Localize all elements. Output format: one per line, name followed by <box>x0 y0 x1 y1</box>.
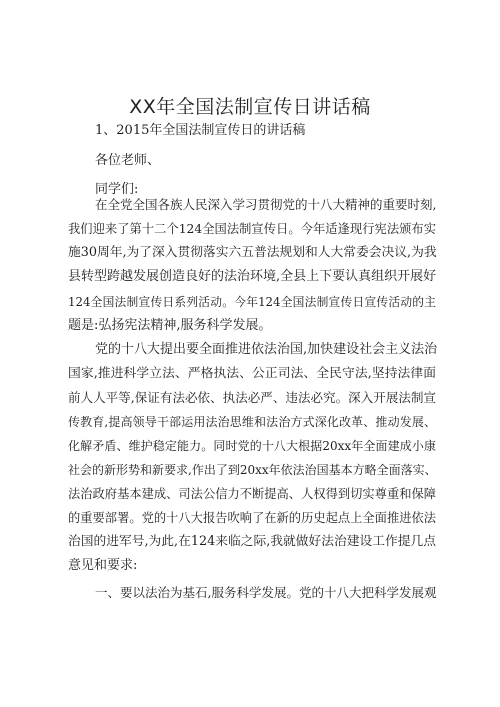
document-title: XX年全国法制宣传日讲话稿 <box>129 96 371 118</box>
paragraph-2-line: 传教育,提高领导干部运用法治思维和法治方式深化改革、推动发展、 <box>68 415 436 429</box>
paragraph-2-line: 国家,推进科学立法、严格执法、公正司法、全民守法,坚持法律面 <box>68 366 436 381</box>
paragraph-2-line: 治国的进军号,为此,在124来临之际,我就做好法治建设工作提几点 <box>68 534 436 549</box>
paragraph-2-line: 化解矛盾、维护稳定能力。同时党的十八大根据20xx年全面建成小康 <box>68 439 436 453</box>
salutation-teachers: 各位老师、 <box>95 153 161 168</box>
paragraph-3-line: 一、要以法治为基石,服务科学发展。党的十八大把科学发展观 <box>95 585 437 600</box>
paragraph-2-line: 社会的新形势和新要求,作出了到20xx年依法治国基本方略全面落实、 <box>68 463 437 477</box>
paragraph-2-line: 党的十八大提出要全面推进依法治国,加快建设社会主义法治 <box>95 342 438 357</box>
paragraph-1-line: 县转型跨越发展创造良好的法治环境,全县上下要认真组织开展好 <box>68 269 437 284</box>
paragraph-2-line: 法治政府基本建成、司法公信力不断提高、人权得到切实尊重和保障 <box>68 487 436 501</box>
paragraph-2-line: 前人人平等,保证有法必依、执法必严、违法必究。深入开展法制宣 <box>68 390 436 405</box>
subheading: 1、2015年全国法制宣传日的讲话稿 <box>95 123 306 138</box>
paragraph-2-line: 意见和要求: <box>68 558 138 573</box>
salutation-students: 同学们: <box>95 182 139 197</box>
paragraph-1-line: 在全党全国各族人民深入学习贯彻党的十八大精神的重要时刻, <box>95 197 437 212</box>
paragraph-1-line: 题是:弘扬宪法精神,服务科学发展。 <box>68 318 272 333</box>
paragraph-1-line: 施30周年,为了深入贯彻落实六五普法规划和人大常委会决议,为我 <box>68 245 437 260</box>
paragraph-2-line: 的重要部署。党的十八大报告吹响了在新的历史起点上全面推进依法 <box>68 511 436 525</box>
paragraph-1-line: 我们迎来了第十二个124全国法制宣传日。今年适逢现行宪法颁布实 <box>68 222 436 236</box>
paragraph-1-line: 124全国法制宣传日系列活动。今年124全国法制宣传日宣传活动的主 <box>68 295 436 309</box>
